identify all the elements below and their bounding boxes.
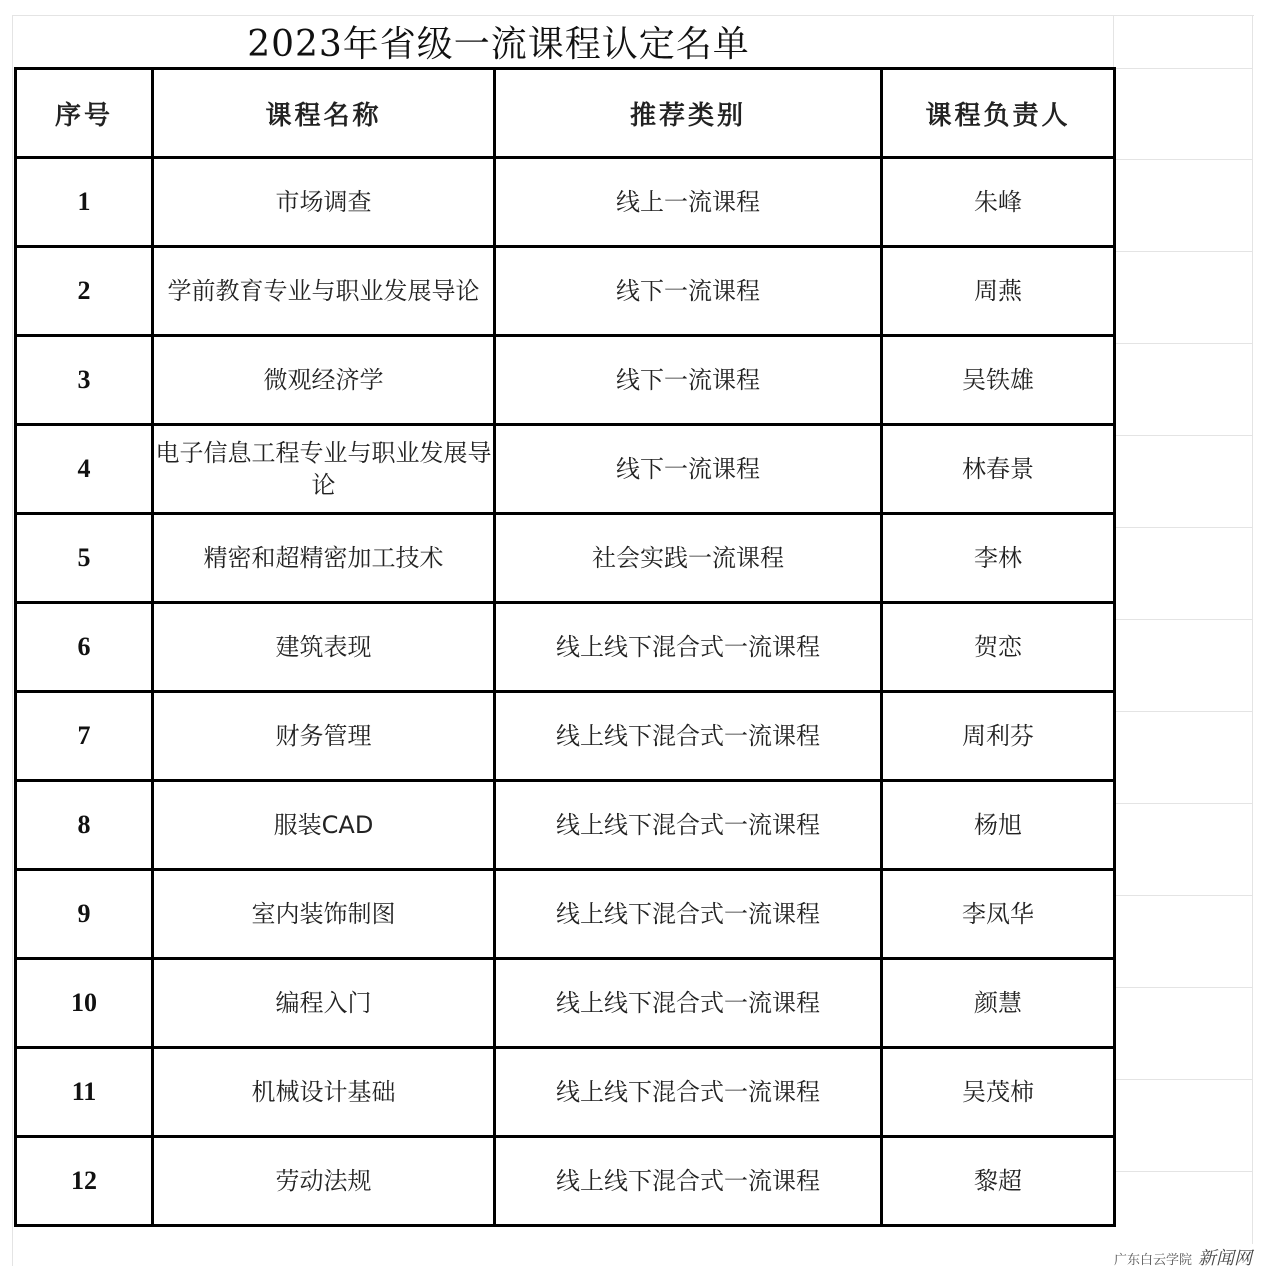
cell-seq: 11: [16, 1048, 153, 1137]
watermark-site: 新闻网: [1198, 1248, 1253, 1269]
cell-seq: 5: [16, 514, 153, 603]
cell-course: 服装CAD: [153, 781, 495, 870]
cell-course: 建筑表现: [153, 603, 495, 692]
course-table: [14, 67, 1116, 1227]
table-row: [16, 425, 1115, 514]
header-leader: 课程负责人: [882, 69, 1115, 158]
gridline: [1114, 987, 1253, 988]
gridline: [1114, 159, 1253, 160]
header-course-name: 课程名称: [153, 69, 495, 158]
cell-leader: 李凤华: [882, 870, 1115, 959]
cell-leader: 朱峰: [882, 158, 1115, 247]
gridline: [1114, 527, 1253, 528]
table-row: [16, 959, 1115, 1048]
cell-seq: 3: [16, 336, 153, 425]
gridline: [1114, 435, 1253, 436]
table-row: [16, 781, 1115, 870]
table-row: [16, 692, 1115, 781]
gridline: [1114, 1171, 1253, 1172]
header-seq: 序号: [16, 69, 153, 158]
watermark-source: 广东白云学院: [1114, 1253, 1193, 1268]
cell-leader: 周燕: [882, 247, 1115, 336]
cell-course: 编程入门: [153, 959, 495, 1048]
cell-course: 机械设计基础: [153, 1048, 495, 1137]
gridline: [1114, 251, 1253, 252]
cell-seq: 9: [16, 870, 153, 959]
table-row: [16, 247, 1115, 336]
cell-category: 线下一流课程: [495, 247, 882, 336]
cell-seq: 7: [16, 692, 153, 781]
gridline: [1114, 68, 1253, 69]
cell-leader: 周利芬: [882, 692, 1115, 781]
header-row: [16, 69, 1115, 158]
empty-column: [1114, 15, 1253, 1265]
cell-leader: 贺恋: [882, 603, 1115, 692]
gridline: [1114, 1079, 1253, 1080]
table-row: [16, 1137, 1115, 1226]
gridline: [1114, 619, 1253, 620]
watermark: [1112, 1244, 1254, 1270]
cell-course: 学前教育专业与职业发展导论: [153, 247, 495, 336]
cell-category: 社会实践一流课程: [495, 514, 882, 603]
cell-course: 劳动法规: [153, 1137, 495, 1226]
title-row: [14, 15, 1114, 68]
cell-category: 线上线下混合式一流课程: [495, 959, 882, 1048]
header-category: 推荐类别: [495, 69, 882, 158]
cell-seq: 6: [16, 603, 153, 692]
cell-seq: 8: [16, 781, 153, 870]
document-title: 2023年省级一流课程认定名单: [247, 24, 750, 65]
cell-category: 线上线下混合式一流课程: [495, 603, 882, 692]
cell-category: 线上线下混合式一流课程: [495, 781, 882, 870]
cell-course: 电子信息工程专业与职业发展导论: [153, 425, 495, 514]
cell-course: 财务管理: [153, 692, 495, 781]
cell-seq: 2: [16, 247, 153, 336]
cell-seq: 4: [16, 425, 153, 514]
cell-category: 线上一流课程: [495, 158, 882, 247]
cell-leader: 颜慧: [882, 959, 1115, 1048]
cell-leader: 杨旭: [882, 781, 1115, 870]
cell-leader: 黎超: [882, 1137, 1115, 1226]
table-row: [16, 158, 1115, 247]
cell-leader: 林春景: [882, 425, 1115, 514]
cell-leader: 李林: [882, 514, 1115, 603]
cell-course: 精密和超精密加工技术: [153, 514, 495, 603]
cell-category: 线下一流课程: [495, 336, 882, 425]
cell-seq: 12: [16, 1137, 153, 1226]
cell-leader: 吴茂柿: [882, 1048, 1115, 1137]
cell-category: 线上线下混合式一流课程: [495, 1048, 882, 1137]
cell-course: 市场调查: [153, 158, 495, 247]
table-row: [16, 603, 1115, 692]
cell-category: 线上线下混合式一流课程: [495, 692, 882, 781]
cell-course: 微观经济学: [153, 336, 495, 425]
cell-course: 室内装饰制图: [153, 870, 495, 959]
cell-category: 线上线下混合式一流课程: [495, 870, 882, 959]
cell-category: 线上线下混合式一流课程: [495, 1137, 882, 1226]
gridline: [1114, 895, 1253, 896]
cell-seq: 10: [16, 959, 153, 1048]
gridline: [1114, 803, 1253, 804]
gridline: [1114, 343, 1253, 344]
cell-category: 线下一流课程: [495, 425, 882, 514]
table-row: [16, 336, 1115, 425]
table-row: [16, 514, 1115, 603]
cell-seq: 1: [16, 158, 153, 247]
cell-leader: 吴铁雄: [882, 336, 1115, 425]
table-row: [16, 870, 1115, 959]
gridline: [1114, 711, 1253, 712]
table-row: [16, 1048, 1115, 1137]
